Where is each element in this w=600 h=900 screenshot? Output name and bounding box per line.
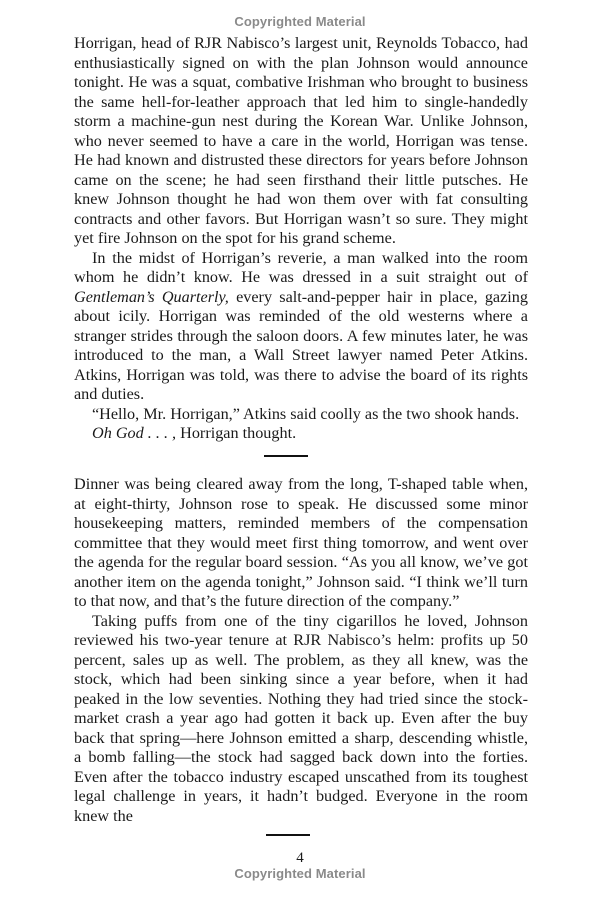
footer-rule bbox=[266, 834, 310, 836]
text-run: Horrigan thought. bbox=[176, 424, 297, 442]
paragraph: Taking puffs from one of the tiny cigarillos he loved, Johnson reviewed his two-year tenure at RJR Nabisco’s helm: profits up 50 percent, sales up as well. The problem, as they all knew, was the stock, which had been sinking since a year before, when it had peaked in the low seventies. Nothing they had tried since the stock-market crash a year ago had gotten it back up. Even after the buy back that spring—here Johnson emitted a sharp, descending whistle, a bomb falling—the stock had sagged back down into the forties. Even after the tobacco industry escaped unscathed from its toughest legal challenge in years, it hadn’t budged. Everyone in the room knew the bbox=[74, 611, 528, 825]
paragraph: Dinner was being cleared away from the long, T-shaped table when, at eight-thirty, Johnson rose to speak. He discussed some minor housekeeping matters, reminded members of the compensation committee that they would meet first thing tomorrow, and went over the agenda for the regular board session. “As you all know, we’ve got another item on the agenda tonight,” Johnson said. “I think we’ll turn to that now, and that’s the future direction of the company.” bbox=[74, 475, 528, 610]
paragraph: “Hello, Mr. Horrigan,” Atkins said coolly as the two shook hands. bbox=[92, 404, 520, 423]
text-run: every salt-and-pepper hair in place, gazing about icily. Horrigan was reminded of the old westerns where a stranger strides through the saloon doors. A few minutes later, he was introduced to the man, a Wall Street lawyer named Peter Atkins. Atkins, Horrigan was told, was there to advise the board of its rights and duties. bbox=[74, 287, 528, 403]
text-run: In the midst of Horrigan’s reverie, a man walked into the room whom he didn’t know. He was dressed in a suit straight out of bbox=[74, 248, 528, 286]
italic-text-run: Oh God . . . , bbox=[92, 424, 177, 442]
copyright-watermark-top: Copyrighted Material bbox=[234, 14, 366, 29]
paragraph bbox=[74, 249, 528, 405]
copyright-watermark-bottom: Copyrighted Material bbox=[234, 866, 366, 881]
paragraph: Horrigan, head of RJR Nabisco’s largest unit, Reynolds Tobacco, had enthusiastically signed on with the plan Johnson would announce tonight. He was a squat, combative Irishman who brought to business the same hell-for-leather approach that led him to single-handedly storm a machine-gun nest during the Korean War. Unlike Johnson, who never seemed to have a care in the world, Horrigan was tense. He had known and distrusted these directors for years before Johnson came on the scene; he had seen firsthand their little putsches. He knew Johnson thought he had won them over with fat consulting contracts and other favors. But Horrigan wasn’t so sure. They might yet fire Johnson on the spot for his grand scheme. bbox=[74, 34, 528, 247]
paragraph bbox=[74, 424, 528, 444]
text-section-2 bbox=[74, 475, 528, 826]
italic-text-run: Gentleman’s Quarterly, bbox=[74, 287, 229, 306]
text-section-1 bbox=[74, 34, 528, 444]
section-break-rule bbox=[264, 455, 308, 457]
page-number: 4 bbox=[296, 850, 304, 866]
